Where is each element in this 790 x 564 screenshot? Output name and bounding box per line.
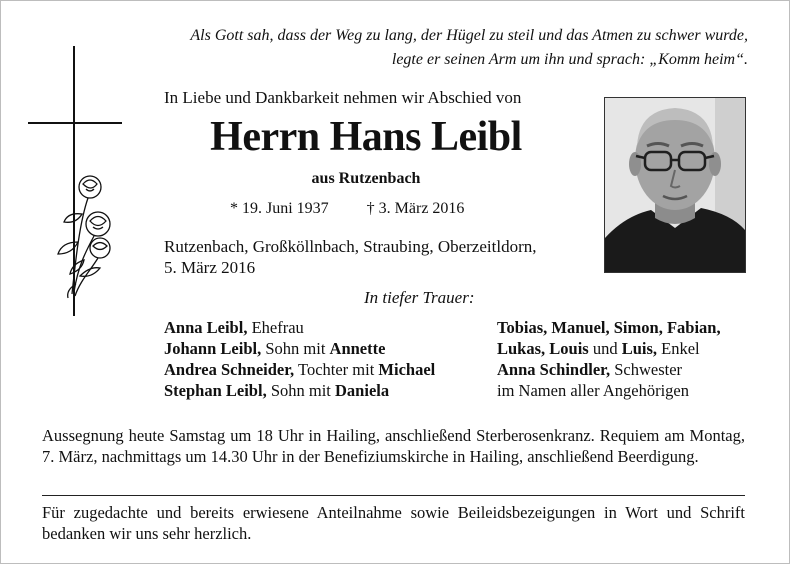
- life-dates: [230, 200, 464, 218]
- birth-date: * 19. Juni 1937: [230, 200, 329, 217]
- service-announcement: Aussegnung heute Samstag um 18 Uhr in Hailing, anschließend Sterberosenkranz. Requiem am Montag, 7. März, nachmittags um 14.30 Uhr in der Benefiziumskirche in Hailing, anschließend Beerdigung.: [42, 426, 745, 466]
- mourner-line: Anna Leibl, Ehefrau: [164, 318, 304, 337]
- deceased-origin: aus Rutzenbach: [311, 170, 421, 187]
- grandchildren-line-1: Tobias, Manuel, Simon, Fabian,: [497, 318, 721, 337]
- thanks-text: Für zugedachte und bereits erwiesene Anteilnahme sowie Beileidsbezeigungen in Wort und Schrift bedanken wir uns sehr herzlich.: [42, 503, 745, 543]
- mourners-right-column: [497, 317, 721, 401]
- places-and-date: [164, 236, 536, 278]
- mourner-line: Johann Leibl, Sohn mit Annette: [164, 339, 386, 358]
- quote-line-1: Als Gott sah, dass der Weg zu lang, der Hügel zu steil und das Atmen zu schwer wurde,: [190, 27, 748, 44]
- quote-line-2: legte er seinen Arm um ihn und sprach: „Komm heim“.: [391, 51, 748, 68]
- publication-date: 5. März 2016: [164, 258, 256, 277]
- death-date: † 3. März 2016: [366, 200, 465, 217]
- relatives-line: im Namen aller Angehörigen: [497, 381, 689, 400]
- intro-text: In Liebe und Dankbarkeit nehmen wir Abschied von: [164, 88, 522, 107]
- mourners-header: In tiefer Trauer:: [364, 288, 475, 307]
- divider-line: [42, 495, 745, 496]
- opening-quote: [128, 24, 748, 72]
- mourner-line: Stephan Leibl, Sohn mit Daniela: [164, 381, 390, 400]
- places-line: Rutzenbach, Großköllnbach, Straubing, Oberzeitldorn,: [164, 237, 537, 256]
- mourners-left-column: [164, 317, 435, 401]
- portrait-photo: [604, 97, 746, 273]
- sister-line: Anna Schindler, Schwester: [497, 360, 683, 379]
- cross-with-roses-icon: [28, 46, 128, 316]
- grandchildren-line-2: Lukas, Louis und Luis, Enkel: [497, 339, 700, 358]
- deceased-name: Herrn Hans Leibl: [210, 114, 522, 160]
- mourner-line: Andrea Schneider, Tochter mit Michael: [164, 360, 436, 379]
